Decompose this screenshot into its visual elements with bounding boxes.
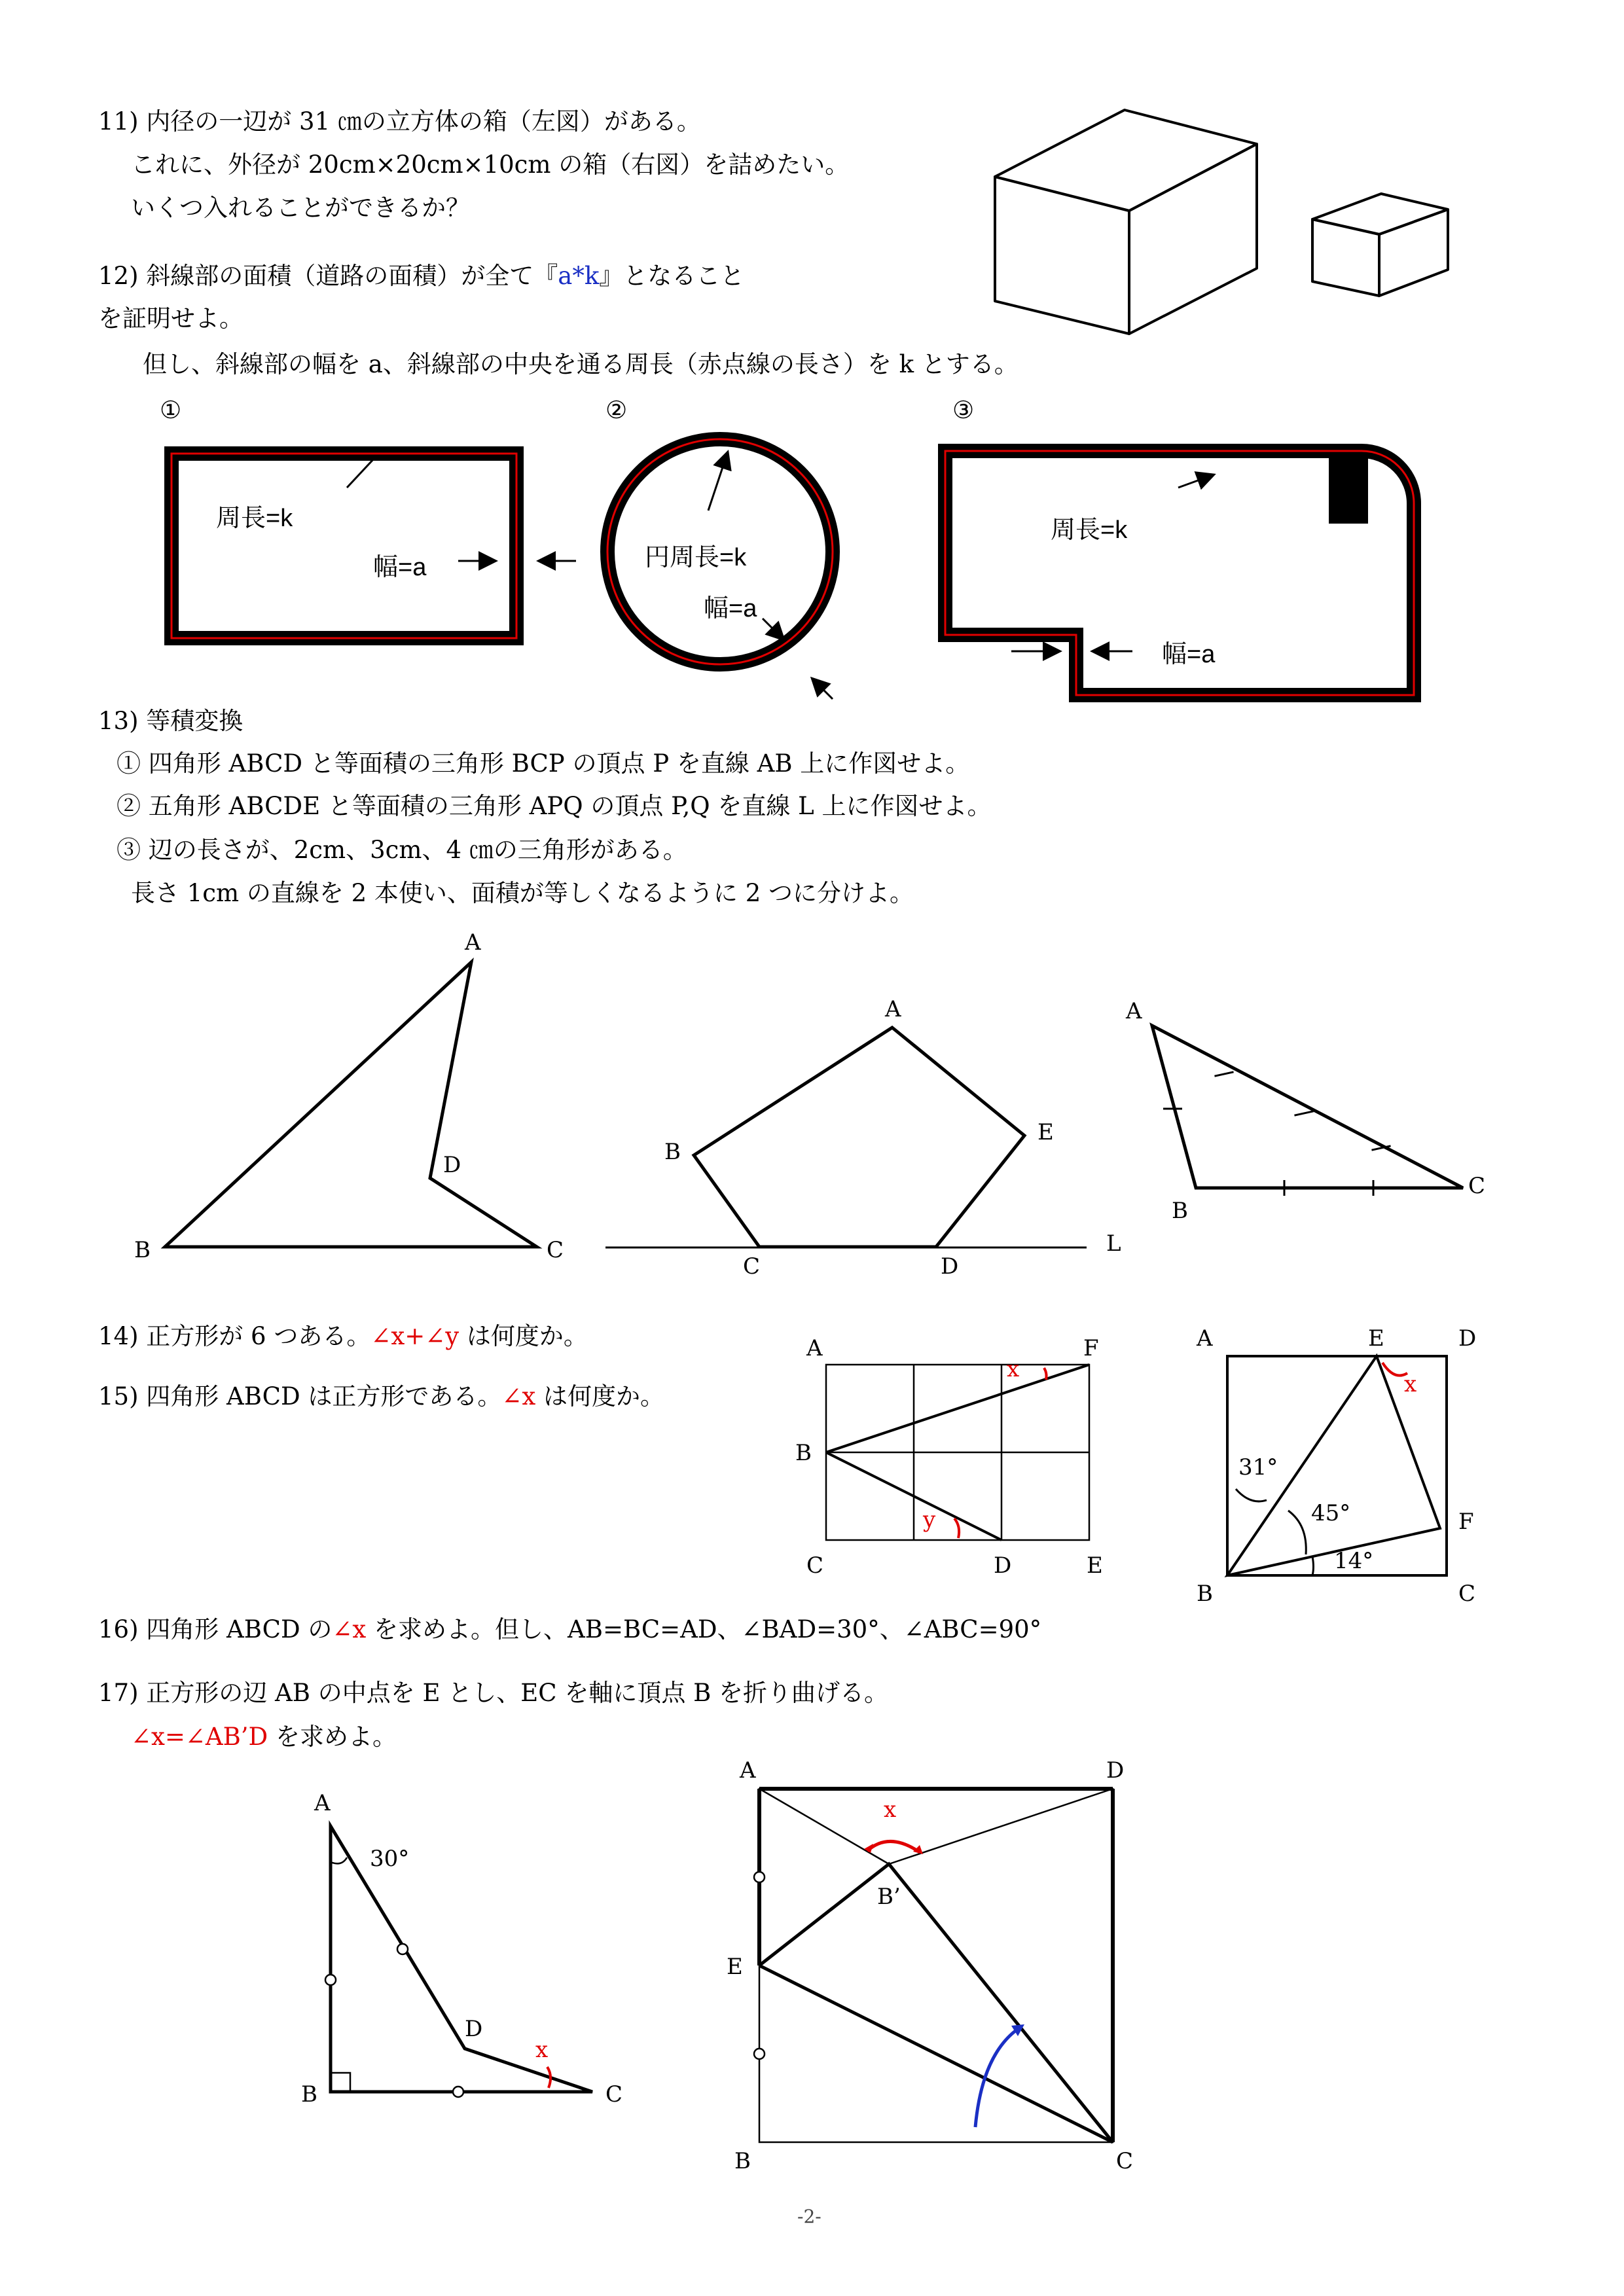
- q13-fig2-label-L: L: [1106, 1230, 1121, 1257]
- q17-expr: ∠x=∠AB’D: [131, 1723, 268, 1751]
- q13-fig1-point-B: B: [134, 1237, 151, 1263]
- q14-point-F: F: [1083, 1335, 1099, 1361]
- q12-label-2: ②: [605, 396, 628, 424]
- q12-label-3: ③: [952, 396, 975, 424]
- q13-fig1-point-D: D: [443, 1152, 461, 1178]
- q13-fig1-point-A: A: [465, 929, 481, 956]
- q13-item2: ② 五角形 ABCDE と等面積の三角形 APQ の頂点 P,Q を直線 L 上に作図せよ。: [117, 792, 992, 820]
- q13-fig1-point-C: C: [547, 1237, 564, 1263]
- q16-point-C: C: [605, 2081, 623, 2108]
- q16-right-angle-mark: [331, 2073, 350, 2092]
- q14-text-pre: 正方形が 6 つある。: [146, 1322, 371, 1350]
- q16-number: 16): [98, 1615, 139, 1643]
- q16-expr: ∠x: [332, 1615, 367, 1643]
- q14-point-D: D: [994, 1552, 1012, 1579]
- q12-fig3-width-label: 幅=a: [1162, 641, 1216, 668]
- q11-line2: これに、外径が 20cm×20cm×10cm の箱（右図）を詰めたい。: [131, 151, 850, 179]
- q11-text1: 内径の一辺が 31 ㎝の立方体の箱（左図）がある。: [146, 107, 701, 135]
- q16-angle-x: x: [535, 2037, 549, 2063]
- q16-point-B: B: [301, 2081, 317, 2108]
- q17-point-B: B: [734, 2148, 751, 2174]
- q14-angle-y: y: [923, 1507, 936, 1533]
- q13-title: 等積変換: [146, 707, 244, 735]
- q13-fig2-point-B: B: [664, 1139, 681, 1165]
- q15-angle-14: 14°: [1334, 1548, 1374, 1574]
- q17-point-A: A: [740, 1757, 756, 1784]
- q16-equal-marks: [325, 1944, 463, 2097]
- q13-fig3-point-A: A: [1126, 998, 1142, 1024]
- q13-fig2-point-E: E: [1038, 1119, 1054, 1145]
- q15-text-pre: 四角形 ABCD は正方形である。: [146, 1382, 502, 1410]
- q14-point-E: E: [1087, 1552, 1103, 1579]
- q11-line3: いくつ入れることができるか？: [131, 194, 470, 222]
- q17-folded-triangle: [759, 1864, 1113, 2142]
- q16-point-A: A: [314, 1790, 331, 1816]
- q14-point-A: A: [806, 1335, 823, 1361]
- q12-line3: 但し、斜線部の幅を a、斜線部の中央を通る周長（赤点線の長さ）を k とする。: [143, 350, 1019, 378]
- q12-fig1-width-label: 幅=a: [373, 554, 427, 581]
- q13-number: 13): [98, 707, 139, 735]
- q17-point-Bprime: B’: [877, 1884, 901, 1910]
- q14-expr: ∠x+∠y: [370, 1322, 460, 1350]
- q14-angle-x: x: [1007, 1356, 1020, 1382]
- q15-point-B: B: [1197, 1581, 1213, 1607]
- q15-point-E: E: [1368, 1325, 1384, 1352]
- q12-formula: a*k: [558, 262, 600, 290]
- q14-number: 14): [98, 1322, 139, 1350]
- q17-text1: 正方形の辺 AB の中点を E とし、EC を軸に頂点 B を折り曲げる。: [146, 1679, 889, 1707]
- q17-text2-post: を求めよ。: [268, 1723, 397, 1751]
- q17-lines-to-Bprime: [759, 1789, 1113, 1864]
- q13-item3b: 長さ 1cm の直線を 2 本使い、面積が等しくなるように 2 つに分けよ。: [131, 879, 914, 907]
- q16-angle-30-arc: [331, 1857, 347, 1863]
- q12-label-1: ①: [160, 396, 182, 424]
- page-number: -2-: [797, 2206, 821, 2227]
- q12-text1-pre: 斜線部の面積（道路の面積）が全て『: [146, 262, 558, 290]
- q13-fig3-point-B: B: [1172, 1198, 1188, 1224]
- q15-angle-31: 31°: [1238, 1454, 1278, 1480]
- q15-point-C: C: [1458, 1581, 1476, 1607]
- q11-number: 11): [98, 107, 139, 135]
- q17-square: [759, 1789, 1113, 2142]
- q16-text-pre: 四角形 ABCD の: [146, 1615, 333, 1643]
- q16-text-post: を求めよ。但し、AB=BC=AD、∠BAD=30°、∠ABC=90°: [366, 1615, 1042, 1643]
- q16-angle-30: 30°: [370, 1846, 410, 1872]
- q12-fig2-perimeter-label: 円周長=k: [645, 544, 747, 571]
- q15-expr: ∠x: [501, 1382, 536, 1410]
- q13-fig2-point-C: C: [743, 1253, 761, 1280]
- q14-text-post: は何度か。: [459, 1322, 588, 1350]
- q17-point-C: C: [1116, 2148, 1134, 2174]
- q15-point-F: F: [1458, 1509, 1474, 1535]
- q17-point-E: E: [727, 1954, 743, 1980]
- q15-point-D: D: [1458, 1325, 1477, 1352]
- q13-item1: ① 四角形 ABCD と等面積の三角形 BCP の頂点 P を直線 AB 上に作図せよ。: [117, 749, 970, 778]
- q15-text-post: は何度か。: [535, 1382, 665, 1410]
- q15-point-A: A: [1197, 1325, 1213, 1352]
- q12-text1-post: 』となること: [599, 262, 745, 290]
- q13-fig2-point-A: A: [885, 996, 901, 1022]
- q12-number: 12): [98, 262, 139, 290]
- q17-number: 17): [98, 1679, 139, 1707]
- q12-fig1-perimeter-label: 周長=k: [216, 505, 293, 532]
- q13-fig2-point-D: D: [941, 1253, 959, 1280]
- q15-angle-x: x: [1404, 1371, 1417, 1397]
- q12-line2: を証明せよ。: [98, 304, 244, 332]
- q17-angle-x: x: [884, 1797, 897, 1823]
- q17-point-D: D: [1106, 1757, 1125, 1784]
- q17-angle-x-arc: [867, 1841, 920, 1852]
- q15-number: 15): [98, 1382, 139, 1410]
- q17-angle-x-arrowhead-left: [864, 1844, 873, 1853]
- q15-angle-45: 45°: [1311, 1500, 1351, 1526]
- q14-point-B: B: [795, 1440, 812, 1466]
- q13-item3: ③ 辺の長さが、2cm、3cm、4 ㎝の三角形がある。: [117, 836, 687, 864]
- q12-fig3-perimeter-label: 周長=k: [1051, 516, 1128, 544]
- q13-fig3-point-C: C: [1468, 1173, 1486, 1199]
- q12-fig2-width-label: 幅=a: [704, 595, 757, 622]
- q14-point-C: C: [806, 1552, 824, 1579]
- q16-point-D: D: [465, 2016, 483, 2042]
